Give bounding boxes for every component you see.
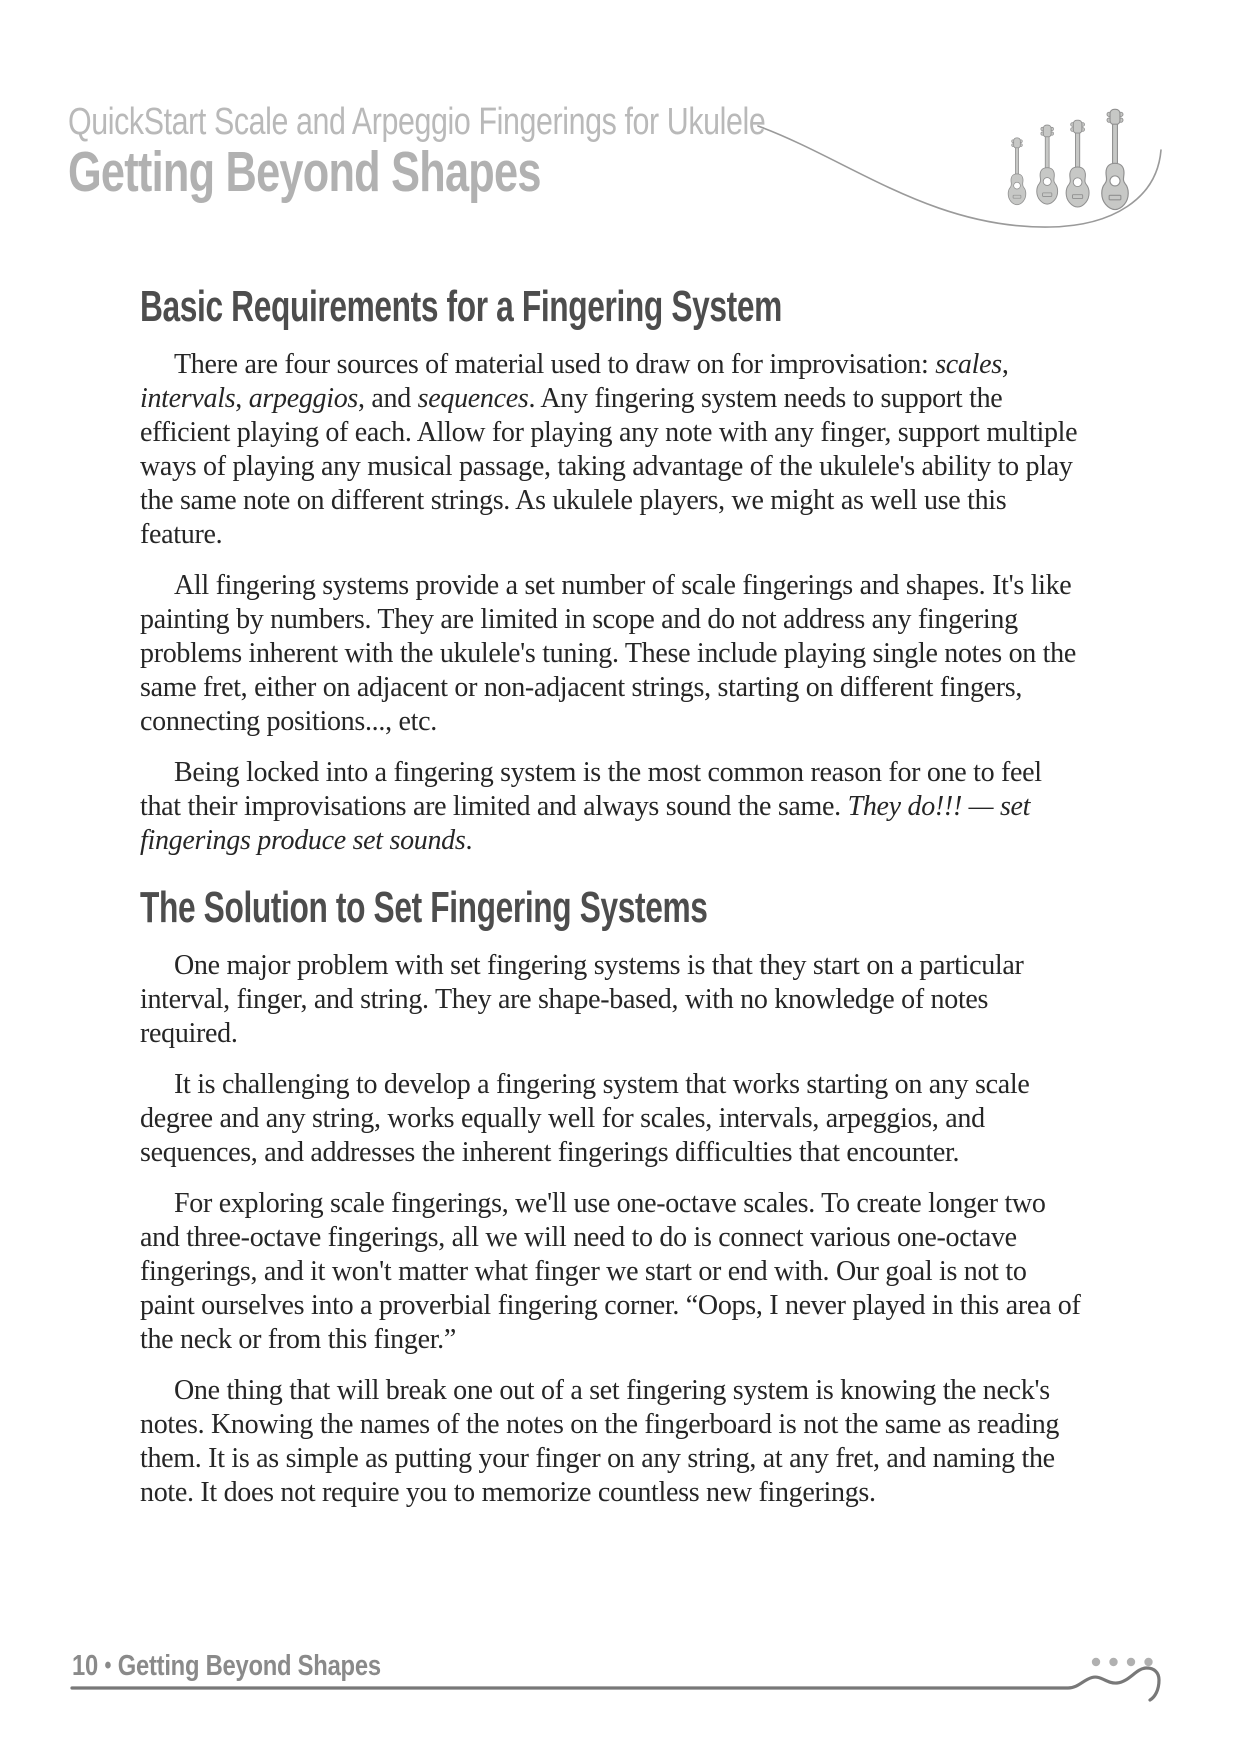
paragraph: All fingering systems provide a set number of scale fingerings and shapes. It's like painting by numbers. They are limited in scope and do not address any fingering problems inherent with the ukulele's tuning. These include playing single notes on the same fret, either on adjacent or non-adjacent strings, starting on different fingers, connecting positions..., etc.	[140, 570, 1076, 737]
footer-bullet: •	[104, 1652, 112, 1679]
page-number: 10	[72, 1650, 98, 1682]
footer-label: Getting Beyond Shapes	[117, 1650, 381, 1682]
paragraph: For exploring scale fingerings, we'll use one-octave scales. To create longer two and three-octave fingerings, all we will need to do is connect various one-octave fingerings, and it won't matter what finger we start or end with. Our goal is not to paint ourselves into a proverbial fingering corner. “Oops, I never played in this area of the neck or from this finger.”	[140, 1188, 1081, 1355]
paragraph: There are four sources of material used to draw on for improvisation: scales, intervals, arpeggios, and sequences. Any fingering system needs to support the efficient playing of each. Allow for playing any note with any finger, support multiple ways of playing any musical passage, taking advantage of the ukulele's ability to play the same note on different strings. As ukulele players, we might as well use this feature.	[140, 349, 1078, 550]
ukulele-icon	[1102, 109, 1128, 209]
header-swoosh-curve	[758, 126, 1161, 227]
ukulele-icon	[1008, 138, 1026, 205]
paragraph: One major problem with set fingering systems is that they start on a particular interval, finger, and string. They are shape-based, with no knowledge of notes required.	[140, 950, 1024, 1049]
section-heading-basic-requirements: Basic Requirements for a Fingering System	[140, 282, 782, 331]
header-kicker: QuickStart Scale and Arpeggio Fingerings for Ukulele	[68, 101, 766, 143]
page-body	[140, 283, 1087, 1510]
page-title: Getting Beyond Shapes	[68, 140, 541, 204]
section-heading-solution: The Solution to Set Fingering Systems	[140, 883, 708, 932]
footer	[72, 1650, 381, 1682]
paragraph: It is challenging to develop a fingering system that works starting on any scale degree and any string, works equally well for scales, intervals, arpeggios, and sequences, and addresses the inherent fingerings difficulties that encounter.	[140, 1069, 1030, 1168]
ukulele-icon	[1037, 125, 1058, 204]
paragraph: Being locked into a fingering system is the most common reason for one to feel that their improvisations are limited and always sound the same. They do!!! — set fingerings produce set sounds.	[140, 757, 1042, 856]
footer-dots-icon	[1092, 1658, 1153, 1666]
paragraph: One thing that will break one out of a set fingering system is knowing the neck's notes. Knowing the names of the notes on the fingerboard is not the same as reading them. It is as simple as putting your finger on any string, at any fret, and naming the note. It does not require you to memorize countless new fingerings.	[140, 1375, 1060, 1508]
ukulele-icon	[1066, 120, 1089, 207]
